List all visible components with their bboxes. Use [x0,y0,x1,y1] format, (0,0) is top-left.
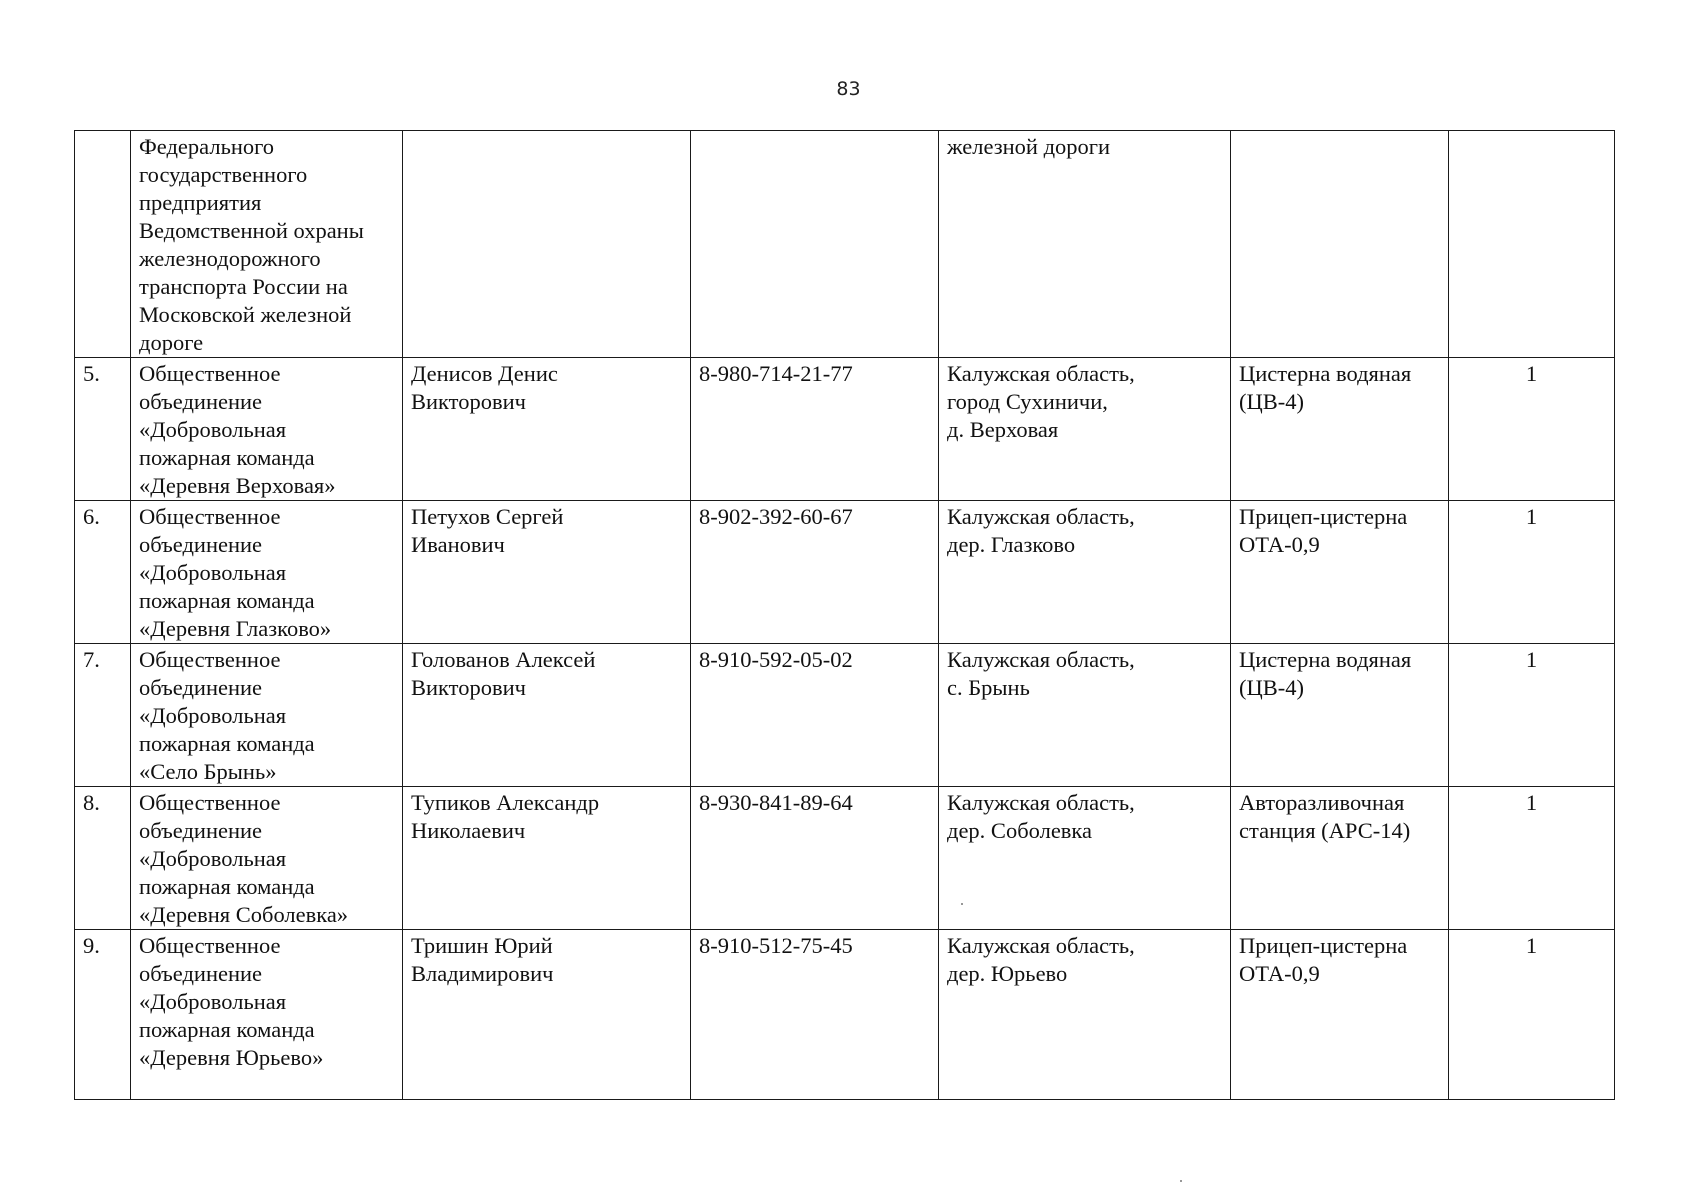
table-row [75,644,1615,787]
row-number: 9. [75,930,131,1100]
table-row [75,358,1615,501]
phone-number: 8-910-512-75-45 [691,930,939,1100]
head-name: Тришин Юрий Владимирович [403,930,691,1100]
head-name [403,131,691,358]
row-number [75,131,131,358]
quantity: 1 [1449,787,1615,930]
row-number: 5. [75,358,131,501]
equipment: Цистерна водяная (ЦВ-4) [1231,358,1449,501]
page-number: 83 [836,78,861,100]
phone-number: 8-902-392-60-67 [691,501,939,644]
head-name: Петухов Сергей Иванович [403,501,691,644]
quantity [1449,131,1615,358]
organization-name: Общественное объединение «Добровольная пожарная команда «Деревня Верховая» [131,358,403,501]
organization-name: Общественное объединение «Добровольная пожарная команда «Село Брынь» [131,644,403,787]
organization-name: Общественное объединение «Добровольная пожарная команда «Деревня Соболевка» [131,787,403,930]
phone-number [691,131,939,358]
quantity: 1 [1449,358,1615,501]
row-number: 8. [75,787,131,930]
address: Калужская область, дер. Соболевка [939,787,1231,930]
phone-number: 8-930-841-89-64 [691,787,939,930]
address: Калужская область, город Сухиничи, д. Верховая [939,358,1231,501]
phone-number: 8-910-592-05-02 [691,644,939,787]
head-name: Голованов Алексей Викторович [403,644,691,787]
table-row [75,787,1615,930]
address: железной дороги [939,131,1231,358]
organization-name: Общественное объединение «Добровольная пожарная команда «Деревня Глазково» [131,501,403,644]
table-row [75,930,1615,1100]
equipment: Авторазливочная станция (АРС-14) [1231,787,1449,930]
address: Калужская область, дер. Юрьево [939,930,1231,1100]
scan-speck [961,903,963,905]
head-name: Денисов Денис Викторович [403,358,691,501]
quantity: 1 [1449,930,1615,1100]
equipment: Цистерна водяная (ЦВ-4) [1231,644,1449,787]
equipment: Прицеп-цистерна ОТА-0,9 [1231,501,1449,644]
head-name: Тупиков Александр Николаевич [403,787,691,930]
row-number: 7. [75,644,131,787]
row-number: 6. [75,501,131,644]
quantity: 1 [1449,644,1615,787]
table-row [75,131,1615,358]
phone-number: 8-980-714-21-77 [691,358,939,501]
address: Калужская область, с. Брынь [939,644,1231,787]
quantity: 1 [1449,501,1615,644]
address: Калужская область, дер. Глазково [939,501,1231,644]
scan-speck [1180,1180,1182,1182]
equipment [1231,131,1449,358]
table-row [75,501,1615,644]
equipment: Прицеп-цистерна ОТА-0,9 [1231,930,1449,1100]
organization-name: Общественное объединение «Добровольная пожарная команда «Деревня Юрьево» [131,930,403,1100]
fire-brigades-table [74,130,1615,1100]
organization-name: Федерального государственного предприятия Ведомственной охраны железнодорожного транспорта России на Московской железной дороге [131,131,403,358]
